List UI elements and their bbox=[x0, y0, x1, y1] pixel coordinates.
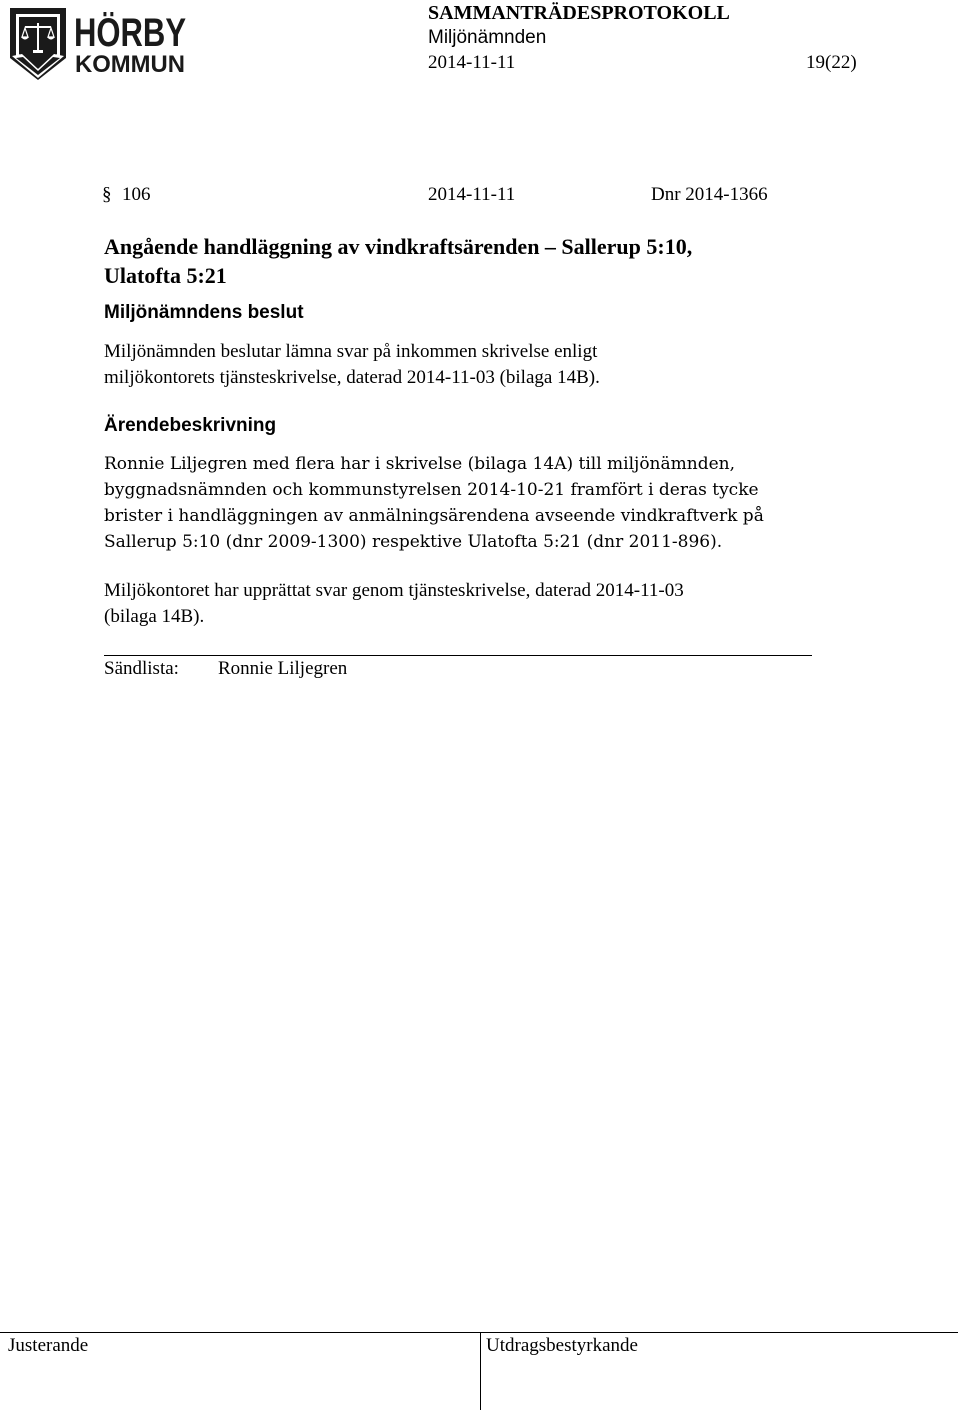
decision-heading: Miljönämndens beslut bbox=[104, 302, 304, 323]
distribution-label: Sändlista: bbox=[104, 658, 179, 679]
section-number: 106 bbox=[122, 184, 151, 205]
section-symbol: § bbox=[102, 184, 112, 205]
description-line: Sallerup 5:10 (dnr 2009-1300) respektive Ulatofta 5:21 (dnr 2011-896). bbox=[104, 532, 723, 552]
decision-line: miljökontorets tjänsteskrivelse, daterad 2014-11-03 (bilaga 14B). bbox=[104, 367, 600, 388]
decision-text bbox=[104, 339, 824, 391]
logo-sub: KOMMUN bbox=[75, 51, 185, 78]
response-line: (bilaga 14B). bbox=[104, 606, 205, 627]
response-line: Miljökontoret har upprättat svar genom tjänsteskrivelse, daterad 2014-11-03 bbox=[104, 580, 684, 601]
item-title-line: Ulatofta 5:21 bbox=[104, 263, 227, 288]
footer-divider bbox=[0, 1332, 958, 1333]
distribution-recipient: Ronnie Liljegren bbox=[218, 658, 348, 679]
page-number: 19(22) bbox=[806, 52, 857, 73]
description-line: byggnadsnämnden och kommunstyrelsen 2014-10-21 framfört i deras tycke bbox=[104, 480, 759, 500]
description-heading: Ärendebeskrivning bbox=[104, 415, 277, 436]
case-number: Dnr 2014-1366 bbox=[651, 184, 768, 205]
response-text bbox=[104, 578, 824, 630]
description-line: Ronnie Liljegren med flera har i skrivelse (bilaga 14A) till miljönämnden, bbox=[104, 454, 736, 474]
description-line: brister i handläggningen av anmälningsärendena avseende vindkraftverk på bbox=[104, 506, 764, 526]
horby-kommun-logo bbox=[8, 6, 219, 84]
distribution-divider bbox=[104, 655, 812, 656]
document-title: SAMMANTRÄDESPROTOKOLL bbox=[428, 2, 730, 24]
footer-utdragsbestyrkande: Utdragsbestyrkande bbox=[486, 1335, 638, 1356]
description-text bbox=[104, 451, 824, 555]
item-title-line: Angående handläggning av vindkraftsärenden – Sallerup 5:10, bbox=[104, 234, 693, 259]
item-title bbox=[104, 232, 844, 290]
coat-of-arms-icon bbox=[10, 8, 66, 80]
footer-justerande: Justerande bbox=[8, 1335, 89, 1356]
committee-name: Miljönämnden bbox=[428, 27, 547, 48]
section-date: 2014-11-11 bbox=[428, 184, 516, 205]
footer-column-divider bbox=[480, 1332, 481, 1410]
logo-name: HÖRBY bbox=[74, 11, 219, 55]
meeting-date: 2014-11-11 bbox=[428, 52, 516, 73]
decision-line: Miljönämnden beslutar lämna svar på inkommen skrivelse enligt bbox=[104, 341, 598, 362]
